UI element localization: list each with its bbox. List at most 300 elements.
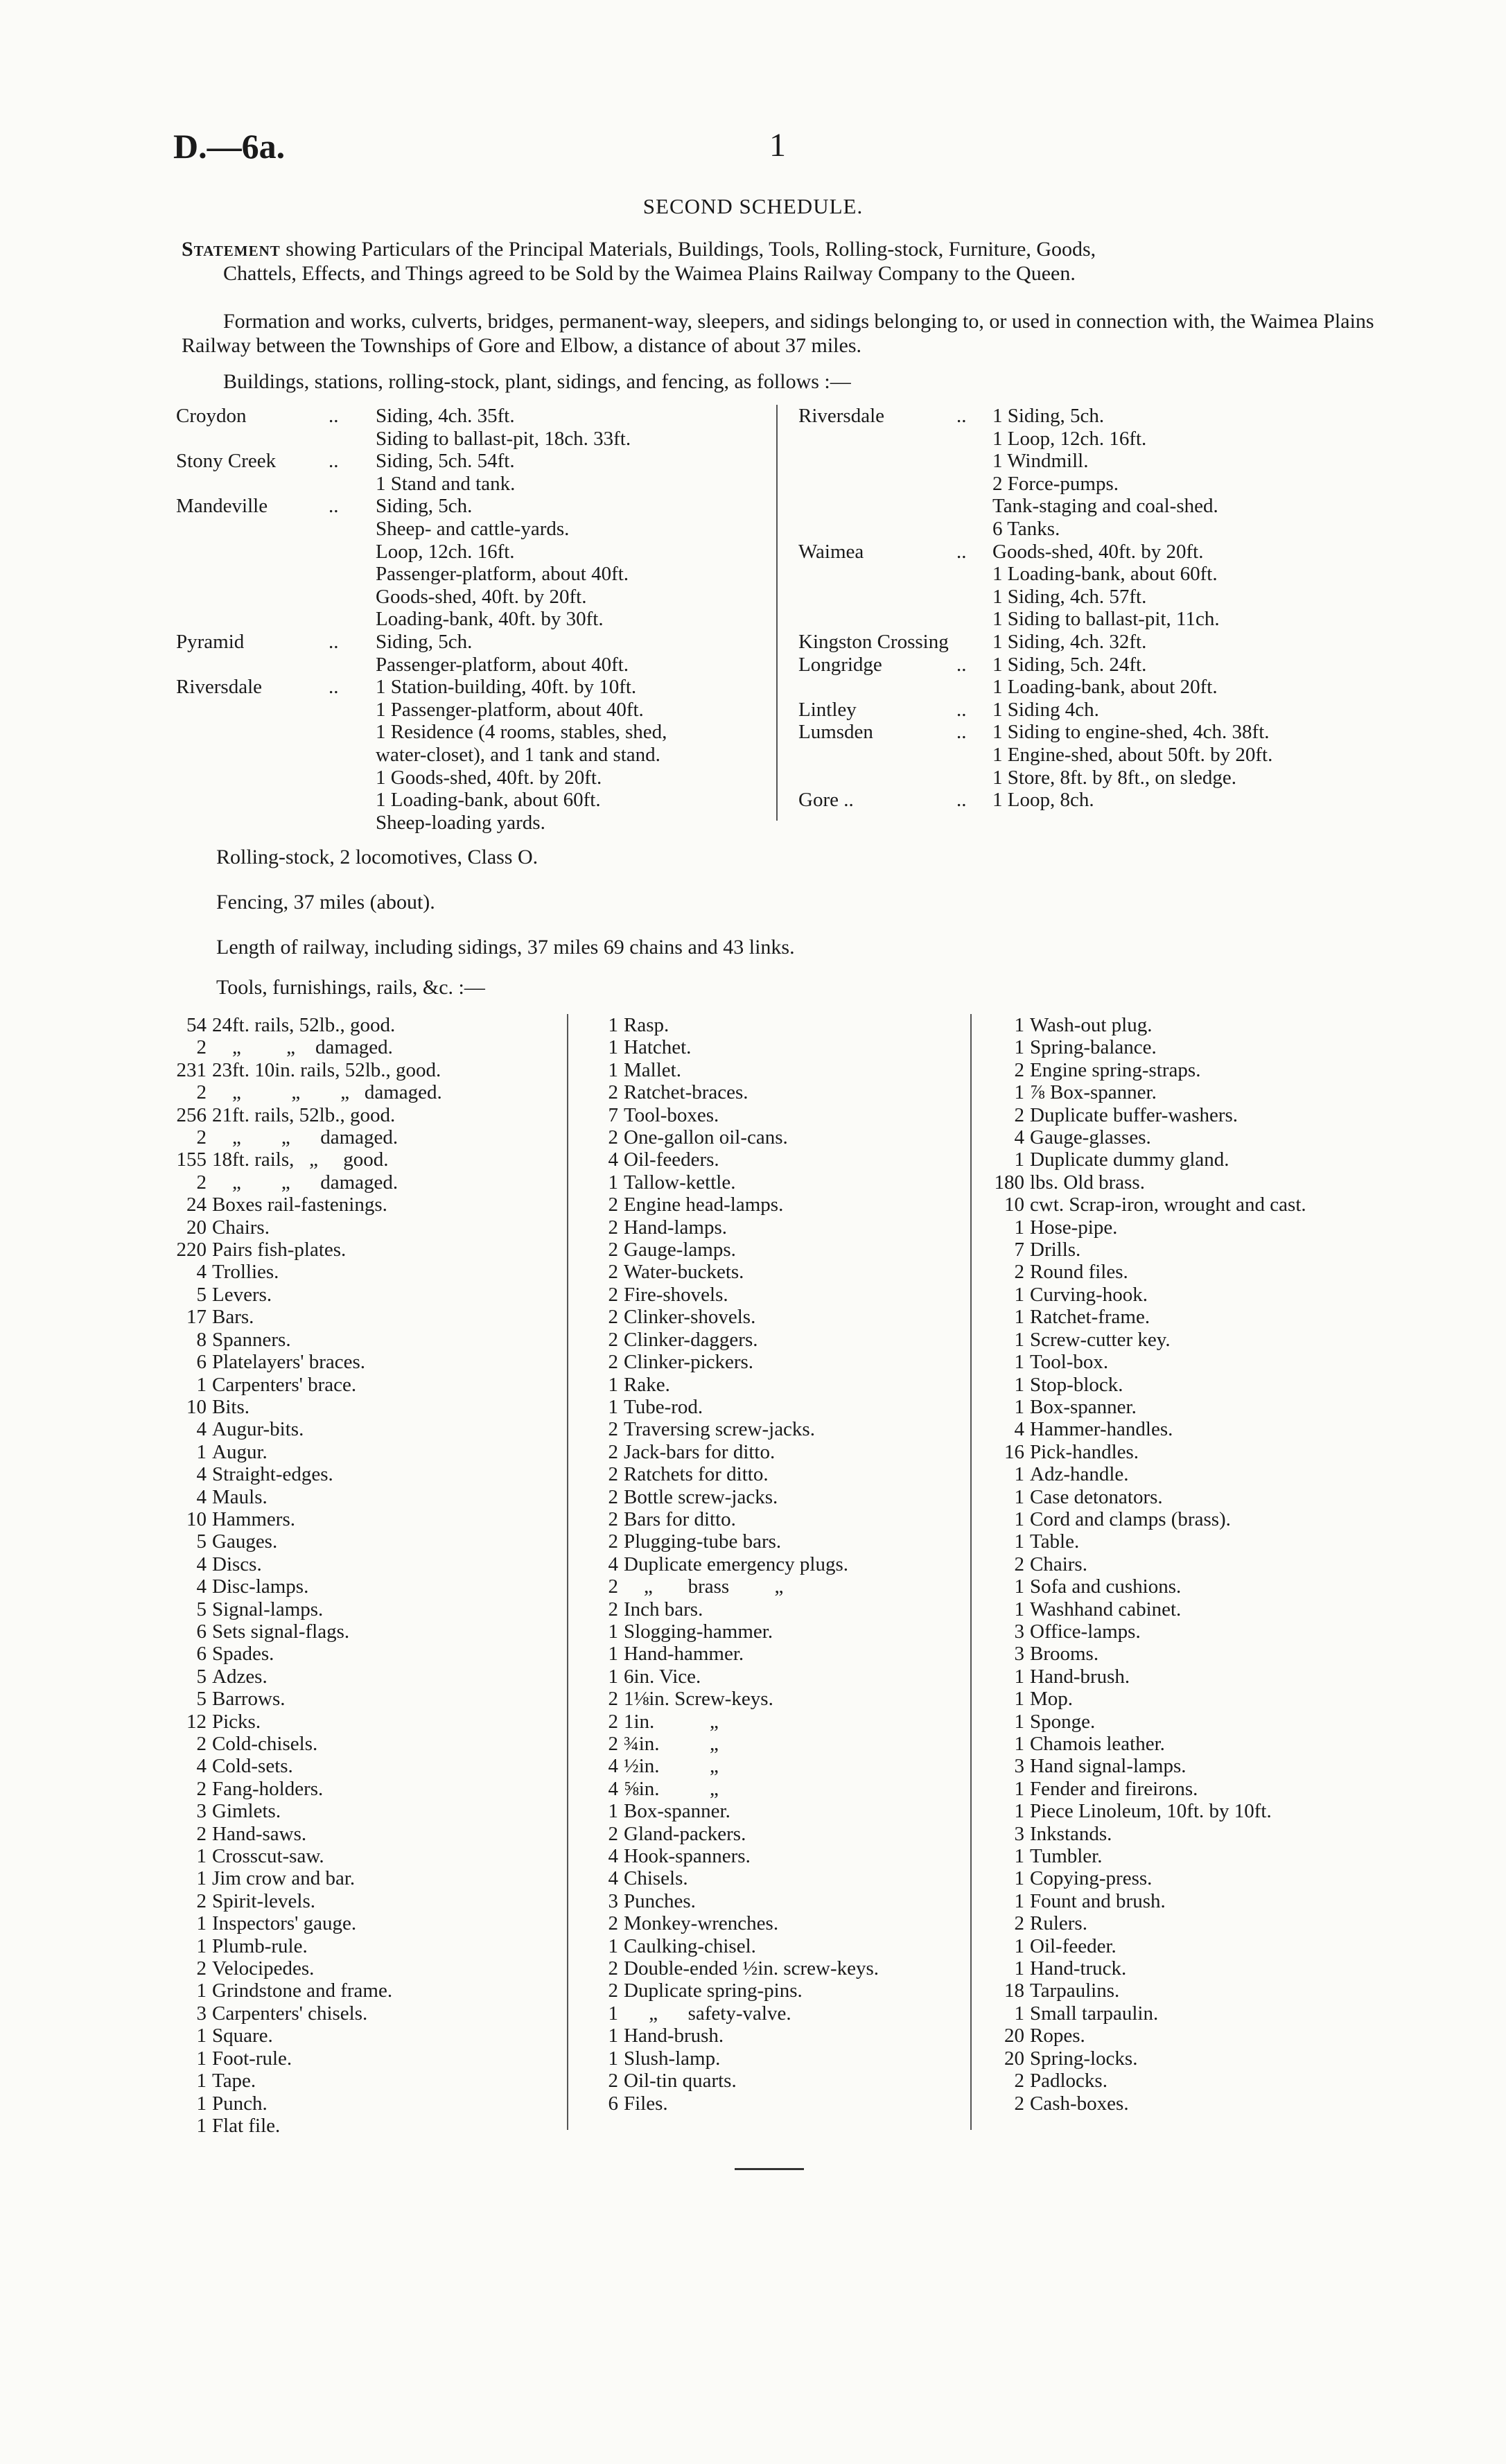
tool-row	[166, 1666, 442, 1688]
station-item: 1 Siding, 4ch. 32ft.	[992, 630, 1147, 653]
tool-description: Duplicate emergency plugs.	[624, 1553, 848, 1575]
leader-dots: ..	[329, 676, 339, 699]
leader-dots	[329, 541, 376, 563]
tool-quantity: 4	[196, 1463, 207, 1486]
tool-quantity: 2	[608, 1733, 618, 1755]
tool-row	[584, 2002, 879, 2025]
station-row	[176, 654, 667, 676]
tool-quantity: 1	[608, 1395, 618, 1418]
station-row	[798, 450, 1272, 473]
tool-row	[166, 2092, 442, 2115]
station-item: 1 Siding to ballast-pit, 11ch.	[992, 608, 1220, 631]
tool-row	[166, 1261, 442, 1283]
fencing-line: Fencing, 37 miles (about).	[216, 891, 435, 914]
tool-quantity: 1	[196, 1440, 207, 1463]
tool-quantity: 1	[608, 1934, 618, 1957]
tool-quantity: 1	[1014, 1867, 1024, 1890]
tool-row	[984, 1867, 1306, 1889]
tool-description: Levers.	[212, 1283, 272, 1306]
tool-quantity: 5	[196, 1530, 207, 1553]
tool-description: Bars for ditto.	[624, 1508, 736, 1530]
tool-quantity: 1	[1014, 1530, 1024, 1553]
tool-quantity: 1	[1014, 1395, 1024, 1418]
tool-quantity: 2	[608, 1530, 618, 1553]
tool-quantity: 1	[1014, 1485, 1024, 1508]
tool-description: Hand-saws.	[212, 1822, 307, 1845]
tool-quantity: 2	[608, 1283, 618, 1306]
tool-quantity: 1	[1014, 1081, 1024, 1104]
tool-row	[984, 1239, 1306, 1261]
tool-quantity: 2	[608, 1126, 618, 1149]
tool-description: Rulers.	[1030, 1912, 1087, 1935]
tool-description: Spirit-levels.	[212, 1889, 316, 1912]
tool-description: Rasp.	[624, 1014, 669, 1036]
station-item: Siding to ballast-pit, 18ch. 33ft.	[376, 427, 631, 450]
station-row	[176, 631, 667, 654]
leader-dots	[956, 495, 992, 518]
station-item: water-closet), and 1 tank and stand.	[376, 743, 660, 766]
tool-row	[984, 1351, 1306, 1373]
leader-dots: ..	[956, 540, 967, 563]
tool-row	[984, 2092, 1306, 2115]
tool-quantity: 3	[608, 1889, 618, 1912]
station-item: Sheep-loading yards.	[376, 811, 545, 834]
tool-description: „ „ „ damaged.	[212, 1081, 442, 1104]
rolling-stock-line: Rolling-stock, 2 locomotives, Class O.	[216, 846, 539, 868]
tool-description: Hatchet.	[624, 1036, 692, 1059]
tool-row	[584, 1036, 879, 1058]
tool-description: Padlocks.	[1030, 2070, 1107, 2092]
tool-quantity: 1	[1014, 1777, 1024, 1800]
tool-row	[166, 1126, 442, 1148]
tool-row	[984, 1508, 1306, 1530]
station-row	[176, 744, 667, 767]
tool-quantity: 20	[1004, 2025, 1024, 2047]
leader-dots	[329, 767, 376, 789]
station-item: 2 Force-pumps.	[992, 472, 1119, 495]
tool-description: Ropes.	[1030, 2025, 1085, 2047]
tool-quantity: 1	[608, 2047, 618, 2070]
tool-row	[166, 1823, 442, 1845]
tool-description: Gauge-lamps.	[624, 1239, 736, 1261]
tool-description: Discs.	[212, 1553, 262, 1575]
tool-quantity: 12	[186, 1710, 207, 1733]
station-row	[176, 812, 667, 835]
tool-quantity: 1	[1014, 2002, 1024, 2025]
tool-description: Adzes.	[212, 1665, 268, 1688]
tool-description: Fount and brush.	[1030, 1889, 1166, 1912]
closing-rule	[735, 2168, 804, 2170]
tool-description: 21ft. rails, 52lb., good.	[212, 1103, 396, 1126]
tool-quantity: 220	[176, 1239, 207, 1261]
tool-description: Punch.	[212, 2092, 268, 2115]
tool-quantity: 1	[196, 1912, 207, 1935]
station-name	[176, 428, 329, 451]
tool-quantity: 2	[608, 1261, 618, 1284]
tool-row	[584, 1306, 879, 1328]
tool-row	[584, 1216, 879, 1239]
station-item: Siding, 5ch.	[376, 630, 473, 653]
tool-description: Clinker-shovels.	[624, 1306, 756, 1329]
tool-description: Punches.	[624, 1889, 696, 1912]
tool-row	[584, 1890, 879, 1912]
tool-description: Carpenters' brace.	[212, 1373, 357, 1396]
tool-row	[584, 1486, 879, 1508]
tool-quantity: 18	[1004, 1980, 1024, 2002]
tool-quantity: 1	[608, 1171, 618, 1194]
station-name	[176, 699, 329, 722]
tool-row	[984, 1171, 1306, 1194]
tool-row	[584, 1126, 879, 1148]
tool-quantity: 7	[1014, 1239, 1024, 1261]
station-row	[176, 676, 667, 699]
tool-quantity: 1	[1014, 1934, 1024, 1957]
tool-row	[984, 1261, 1306, 1283]
tool-description: Duplicate spring-pins.	[624, 1980, 803, 2002]
tool-description: Gauges.	[212, 1530, 278, 1553]
document-reference: D.—6a.	[173, 127, 286, 166]
tool-row	[984, 1912, 1306, 1934]
tool-quantity: 2	[196, 1889, 207, 1912]
tool-description: Traversing screw-jacks.	[624, 1418, 815, 1441]
station-name: Croydon	[176, 405, 247, 427]
station-row	[798, 586, 1272, 609]
tool-description: Carpenters' chisels.	[212, 2002, 368, 2025]
station-name: Lumsden	[798, 721, 873, 744]
tool-description: Trollies.	[212, 1261, 279, 1284]
station-name	[176, 789, 329, 812]
tool-quantity: 2	[608, 1688, 618, 1711]
tool-row	[584, 1575, 879, 1598]
tool-row	[584, 1530, 879, 1553]
tool-description: 6in. Vice.	[624, 1665, 701, 1688]
stations-right-column	[798, 405, 1272, 812]
station-row	[798, 608, 1272, 631]
station-row	[176, 473, 667, 496]
tool-description: Crosscut-saw.	[212, 1845, 324, 1868]
station-item: Loading-bank, 40ft. by 30ft.	[376, 608, 604, 631]
leader-dots	[329, 744, 376, 767]
tool-quantity: 4	[608, 1755, 618, 1778]
tool-quantity: 2	[608, 1508, 618, 1530]
station-row	[798, 631, 1272, 654]
tool-row	[166, 1059, 442, 1081]
station-name	[176, 721, 329, 744]
tool-row	[584, 2047, 879, 2070]
tools-column-3	[984, 1014, 1306, 2115]
tool-row	[584, 1711, 879, 1733]
page-number: 1	[769, 127, 786, 164]
tool-description: Curving-hook.	[1030, 1283, 1148, 1306]
tools-column-1	[166, 1014, 442, 2137]
tool-row	[984, 1014, 1306, 1036]
leader-dots	[956, 428, 992, 451]
tool-quantity: 2	[608, 1418, 618, 1441]
tool-description: Duplicate buffer-washers.	[1030, 1103, 1238, 1126]
tool-row	[584, 1059, 879, 1081]
leader-dots: ..	[329, 630, 339, 653]
tool-quantity: 1	[1014, 1665, 1024, 1688]
tool-description: Tube-rod.	[624, 1395, 703, 1418]
tool-row	[166, 1216, 442, 1239]
tool-row	[166, 2070, 442, 2092]
tool-quantity: 2	[608, 1081, 618, 1104]
tool-description: Flat file.	[212, 2114, 281, 2137]
tool-quantity: 8	[196, 1328, 207, 1351]
tool-quantity: 1	[196, 1845, 207, 1868]
tool-description: Tumbler.	[1030, 1845, 1103, 1868]
tool-quantity: 1	[1014, 1036, 1024, 1059]
tool-row	[984, 1530, 1306, 1553]
tool-quantity: 2	[608, 1822, 618, 1845]
station-item: 1 Passenger-platform, about 40ft.	[376, 698, 644, 721]
tool-row	[984, 1553, 1306, 1575]
station-name: Lintley	[798, 698, 857, 721]
tool-quantity: 3	[1014, 1620, 1024, 1643]
tool-row	[584, 1239, 879, 1261]
tool-description: Ratchet-braces.	[624, 1081, 748, 1104]
station-row	[176, 699, 667, 722]
leader-dots	[956, 744, 992, 767]
tool-quantity: 1	[608, 1665, 618, 1688]
tool-row	[984, 1823, 1306, 1845]
station-row	[798, 789, 1272, 812]
tool-quantity: 2	[1014, 1103, 1024, 1126]
tool-quantity: 3	[1014, 1643, 1024, 1666]
tool-quantity: 3	[196, 1800, 207, 1823]
tool-row	[984, 1329, 1306, 1351]
station-name	[798, 586, 956, 609]
tool-row	[984, 1081, 1306, 1103]
station-row	[176, 518, 667, 541]
station-item: 1 Goods-shed, 40ft. by 20ft.	[376, 766, 602, 789]
tool-row	[166, 1553, 442, 1575]
tool-row	[166, 1890, 442, 1912]
tool-quantity: 1	[608, 1373, 618, 1396]
station-item: 1 Siding, 5ch. 24ft.	[992, 653, 1147, 676]
station-item: Siding, 5ch.	[376, 495, 473, 518]
tool-quantity: 1	[1014, 1463, 1024, 1486]
tool-quantity: 1	[196, 2025, 207, 2047]
station-name	[176, 608, 329, 631]
station-name: Riversdale	[798, 405, 885, 427]
tool-row	[166, 1014, 442, 1036]
tool-quantity: 5	[196, 1688, 207, 1711]
tool-description: Cash-boxes.	[1030, 2092, 1129, 2115]
tool-quantity: 1	[196, 1373, 207, 1396]
tool-row	[584, 2025, 879, 2047]
tool-quantity: 2	[196, 1733, 207, 1755]
tool-description: ⅞ Box-spanner.	[1030, 1081, 1157, 1104]
leader-dots	[329, 428, 376, 451]
leader-dots	[956, 631, 992, 654]
station-name: Riversdale	[176, 676, 263, 699]
tool-description: Pairs fish-plates.	[212, 1239, 347, 1261]
tool-row	[166, 1284, 442, 1306]
column-divider	[776, 405, 778, 821]
tool-row	[984, 1957, 1306, 1980]
tool-description: Files.	[624, 2092, 668, 2115]
station-name	[798, 563, 956, 586]
station-name: Gore ..	[798, 789, 854, 812]
station-row	[176, 450, 667, 473]
tool-row	[984, 1059, 1306, 1081]
tool-row	[166, 1867, 442, 1889]
tool-row	[984, 1733, 1306, 1755]
tool-quantity: 10	[186, 1395, 207, 1418]
tool-quantity: 155	[176, 1148, 207, 1171]
tool-quantity: 1	[1014, 1351, 1024, 1374]
station-item: 1 Loop, 12ch. 16ft.	[992, 427, 1147, 450]
tool-quantity: 1	[1014, 1575, 1024, 1598]
tool-row	[166, 1935, 442, 1957]
tool-description: Oil-feeder.	[1030, 1934, 1117, 1957]
tool-description: Fire-shovels.	[624, 1283, 728, 1306]
tool-description: Chairs.	[212, 1216, 270, 1239]
tool-description: One-gallon oil-cans.	[624, 1126, 788, 1149]
station-item: 6 Tanks.	[992, 517, 1060, 540]
tool-row	[984, 1306, 1306, 1328]
station-row	[798, 699, 1272, 722]
tool-description: „ safety-valve.	[624, 2002, 791, 2025]
tool-quantity: 5	[196, 1665, 207, 1688]
tool-description: Picks.	[212, 1710, 261, 1733]
tool-description: Tool-box.	[1030, 1351, 1109, 1374]
tool-quantity: 2	[608, 1440, 618, 1463]
tool-quantity: 1	[1014, 1014, 1024, 1036]
length-line: Length of railway, including sidings, 37 miles 69 chains and 43 links.	[216, 936, 795, 959]
tool-description: Tallow-kettle.	[624, 1171, 736, 1194]
tool-description: Sets signal-flags.	[212, 1620, 350, 1643]
tool-quantity: 1	[1014, 1733, 1024, 1755]
station-row	[176, 495, 667, 518]
tool-description: Hand-truck.	[1030, 1957, 1127, 1980]
tool-row	[984, 1845, 1306, 1867]
tool-row	[984, 2025, 1306, 2047]
station-row	[176, 789, 667, 812]
tool-description: Augur.	[212, 1440, 268, 1463]
leader-dots: ..	[329, 405, 339, 427]
tools-intro: Tools, furnishings, rails, &c. :—	[216, 976, 485, 999]
tool-quantity: 2	[608, 1306, 618, 1329]
tool-row	[166, 1329, 442, 1351]
tool-description: 24ft. rails, 52lb., good.	[212, 1014, 396, 1036]
tool-row	[584, 1620, 879, 1643]
tool-row	[166, 1171, 442, 1194]
tool-quantity: 1	[608, 1800, 618, 1823]
tool-row	[166, 1418, 442, 1440]
tool-description: Tool-boxes.	[624, 1103, 719, 1126]
tool-description: Engine head-lamps.	[624, 1194, 784, 1216]
tool-quantity: 20	[1004, 2047, 1024, 2070]
station-row	[176, 586, 667, 609]
tool-quantity: 2	[608, 1328, 618, 1351]
tool-row	[984, 1441, 1306, 1463]
leader-dots	[956, 473, 992, 496]
tool-description: Gland-packers.	[624, 1822, 746, 1845]
tool-row	[984, 1666, 1306, 1688]
tool-row	[584, 1508, 879, 1530]
tool-description: cwt. Scrap-iron, wrought and cast.	[1030, 1194, 1306, 1216]
tool-row	[584, 1284, 879, 1306]
station-item: 1 Engine-shed, about 50ft. by 20ft.	[992, 743, 1273, 766]
tool-row	[984, 1755, 1306, 1777]
tool-row	[584, 1980, 879, 2002]
tool-quantity: 180	[994, 1171, 1024, 1194]
tool-description: Spades.	[212, 1643, 274, 1666]
leader-dots	[329, 473, 376, 496]
tool-quantity: 10	[1004, 1194, 1024, 1216]
station-item: 1 Siding 4ch.	[992, 698, 1099, 721]
tool-description: Cord and clamps (brass).	[1030, 1508, 1231, 1530]
station-name: Waimea	[798, 540, 864, 563]
tool-row	[584, 1463, 879, 1485]
tool-description: Spring-balance.	[1030, 1036, 1157, 1059]
tool-description: Water-buckets.	[624, 1261, 744, 1284]
tool-quantity: 6	[196, 1643, 207, 1666]
tool-quantity: 2	[196, 1957, 207, 1980]
tool-row	[584, 1867, 879, 1889]
tool-description: Barrows.	[212, 1688, 286, 1711]
tool-description: 1in. „	[624, 1710, 719, 1733]
station-item: 1 Windmill.	[992, 450, 1089, 473]
tool-description: Fang-holders.	[212, 1777, 324, 1800]
tool-row	[984, 1890, 1306, 1912]
tool-quantity: 4	[608, 1777, 618, 1800]
leader-dots	[329, 789, 376, 812]
statement-heading	[182, 237, 1374, 286]
tool-description: Table.	[1030, 1530, 1080, 1553]
tools-column-2	[584, 1014, 879, 2115]
tool-row	[584, 1418, 879, 1440]
station-row	[176, 608, 667, 631]
leader-dots: ..	[956, 789, 967, 812]
tool-description: Hose-pipe.	[1030, 1216, 1118, 1239]
tool-quantity: 2	[1014, 1912, 1024, 1935]
leader-dots: ..	[956, 405, 967, 427]
tool-row	[584, 1081, 879, 1103]
tool-description: 23ft. 10in. rails, 52lb., good.	[212, 1058, 441, 1081]
tool-description: „ brass „	[624, 1575, 784, 1598]
tool-quantity: 1	[1014, 1216, 1024, 1239]
tool-row	[166, 2025, 442, 2047]
tool-row	[584, 1351, 879, 1373]
station-name	[798, 473, 956, 496]
tool-quantity: 20	[186, 1216, 207, 1239]
tool-quantity: 1	[1014, 1710, 1024, 1733]
tool-row	[584, 1755, 879, 1777]
station-item: Passenger-platform, about 40ft.	[376, 563, 629, 586]
station-item: 1 Loop, 8ch.	[992, 789, 1094, 812]
station-item: 1 Siding, 5ch.	[992, 405, 1105, 427]
tool-row	[166, 1755, 442, 1777]
tool-quantity: 4	[196, 1755, 207, 1778]
tool-quantity: 2	[608, 1194, 618, 1216]
station-name	[176, 767, 329, 789]
leader-dots	[329, 699, 376, 722]
station-name	[176, 563, 329, 586]
tool-description: Rake.	[624, 1373, 670, 1396]
tool-quantity: 4	[196, 1575, 207, 1598]
tool-row	[166, 1351, 442, 1373]
tool-row	[984, 1418, 1306, 1440]
station-row	[798, 676, 1272, 699]
leader-dots	[329, 721, 376, 744]
leader-dots	[956, 586, 992, 609]
leader-dots	[329, 608, 376, 631]
station-item: 1 Stand and tank.	[376, 472, 516, 495]
tool-row	[984, 2047, 1306, 2070]
